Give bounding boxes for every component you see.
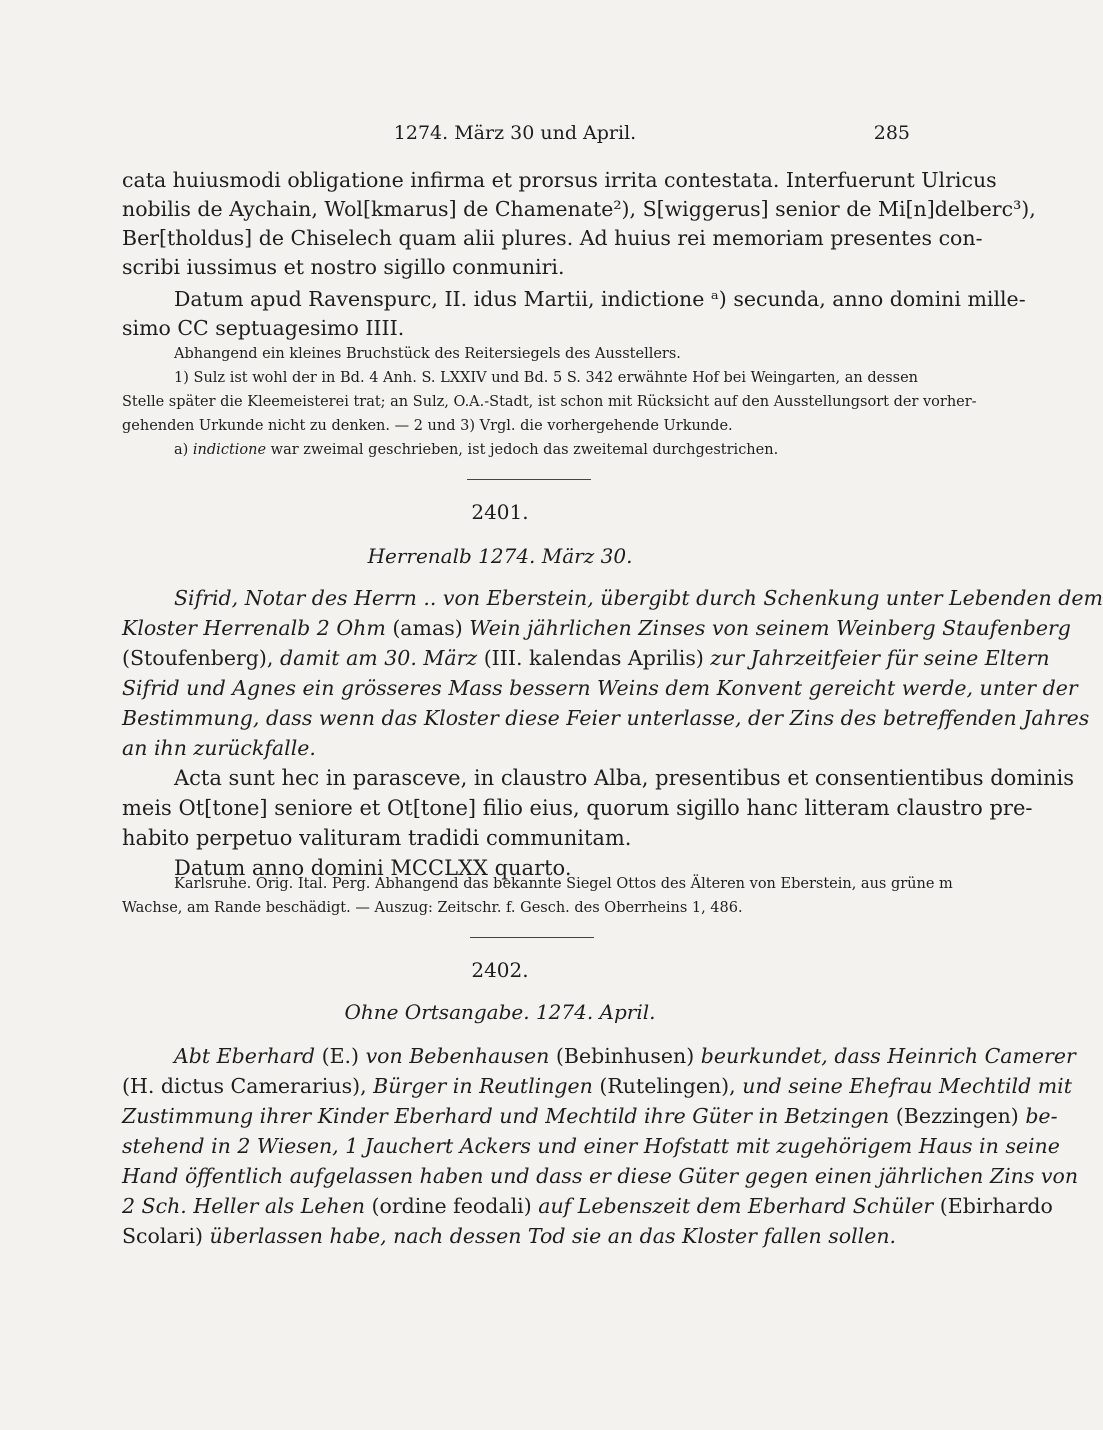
regest-line — [122, 583, 1103, 613]
document-number: 2402. — [471, 958, 529, 982]
footnote-line: 1) Sulz ist wohl der in Bd. 4 Anh. S. LXXIV und Bd. 5 S. 342 erwähnte Hof bei Weingarten, an dessen — [174, 370, 918, 386]
regest-line — [122, 673, 1078, 703]
regest-italic-text: 2 Sch. Heller als Lehen — [122, 1194, 372, 1218]
doc2401-text — [122, 763, 1074, 883]
doc2401-regest — [122, 583, 1103, 763]
datum-line: Datum anno domini MCCLXX quarto. — [174, 856, 572, 880]
document-number: 2401. — [471, 500, 529, 524]
regest-roman-text: Scolari) — [122, 1224, 210, 1248]
regest-italic-text: Zustimmung ihrer Kinder Eberhard und Mechtild ihre Güter in Betzingen — [122, 1104, 896, 1128]
text-line: meis Ot[tone] seniore et Ot[tone] filio eius, quorum sigillo hanc litteram claustro pre- — [122, 796, 1033, 820]
regest-italic-text: Sifrid, Notar des Herrn .. von Eberstein, übergibt durch Schenkung unter Lebenden dem — [174, 586, 1103, 610]
footnote-line: gehenden Urkunde nicht zu denken. — 2 und 3) Vrgl. die vorhergehende Urkunde. — [122, 418, 733, 434]
regest-italic-text: Kloster Herrenalb 2 Ohm — [122, 616, 393, 640]
regest-italic-text: auf Lebenszeit dem Eberhard Schüler — [538, 1194, 940, 1218]
header-title: 1274. März 30 und April. — [393, 122, 637, 144]
regest-italic-text: beurkundet, dass Heinrich Camerer — [700, 1044, 1076, 1068]
footnote-line: Stelle später die Kleemeisterei trat; an Sulz, O.A.-Stadt, ist schon mit Rücksicht auf den Ausstellungsort der vorher- — [122, 394, 977, 410]
regest-italic-text: und seine Ehefrau Mechtild mit — [742, 1074, 1072, 1098]
regest-roman-text: (Stoufenberg), — [122, 646, 280, 670]
seal-note: Abhangend ein kleines Bruchstück des Reitersiegels des Ausstellers. — [174, 346, 681, 362]
regest-line — [122, 703, 1090, 733]
doc2401-source — [122, 872, 953, 920]
regest-roman-text: (amas) — [392, 616, 470, 640]
regest-roman-text: (ordine feodali) — [371, 1194, 539, 1218]
datum-line: simo CC septuagesimo IIII. — [122, 316, 405, 340]
regest-roman-text: (III. kalendas Aprilis) — [483, 646, 711, 670]
doc2400-apparatus — [122, 342, 977, 462]
running-header — [120, 122, 910, 146]
regest-italic-text: überlassen habe, nach dessen Tod sie an das Kloster fallen sollen. — [209, 1224, 897, 1248]
page-number: 285 — [873, 122, 910, 144]
regest-roman-text: (E.) — [321, 1044, 366, 1068]
text-line: habito perpetuo valituram tradidi communitam. — [122, 826, 632, 850]
footnote-a — [122, 438, 918, 462]
regest-line — [122, 733, 918, 763]
footnote-a-marker: a) — [174, 442, 193, 458]
regest-roman-text: (Bebinhusen) — [555, 1044, 701, 1068]
footnote-a-text: war zweimal geschrieben, ist jedoch das zweitemal durchgestrichen. — [266, 442, 779, 458]
regest-italic-text: Hand öffentlich aufgelassen haben und dass er diese Güter gegen einen jährlichen Zins von — [122, 1164, 1079, 1188]
regest-italic-text: Bürger in Reutlingen — [373, 1074, 600, 1098]
regest-line — [122, 613, 1071, 643]
regest-line — [122, 1161, 1079, 1191]
text-line: Ber[tholdus] de Chiselech quam alii plures. Ad huius rei memoriam presentes con- — [122, 226, 983, 250]
regest-line — [122, 1131, 1060, 1161]
text-line: scribi iussimus et nostro sigillo conmuniri. — [122, 255, 565, 279]
regest-line — [122, 1101, 1058, 1131]
regest-line — [122, 1041, 1076, 1071]
place-date: Ohne Ortsangabe. 1274. April. — [344, 1000, 656, 1024]
regest-line — [122, 643, 1050, 673]
regest-italic-text: zur Jahrzeitfeier für seine Eltern — [710, 646, 1050, 670]
text-line: nobilis de Aychain, Wol[kmarus] de Chamenate²), S[wiggerus] senior de Mi[n]delberc³), — [122, 197, 1036, 221]
text-line: Acta sunt hec in parasceve, in claustro Alba, presentibus et consentientibus dominis — [174, 766, 1074, 790]
regest-italic-text: stehend in 2 Wiesen, 1 Jauchert Ackers und einer Hofstatt mit zugehörigem Haus in seine — [122, 1134, 1060, 1158]
regest-italic-text: von Bebenhausen — [365, 1044, 556, 1068]
datum-line: Datum apud Ravenspurc, II. idus Martii, indictione ᵃ) secunda, anno domini mille- — [174, 287, 1026, 311]
source-line: Karlsruhe. Orig. Ital. Perg. Abhangend das bekannte Siegel Ottos des Älteren von Eberstein, aus grüne m — [174, 876, 953, 892]
regest-line — [122, 1191, 1053, 1221]
source-line: Wachse, am Rande beschädigt. — Auszug: Zeitschr. f. Gesch. des Oberrheins 1, 486. — [122, 900, 743, 916]
regest-italic-text: be- — [1025, 1104, 1058, 1128]
regest-line — [122, 1071, 1072, 1101]
regest-italic-text: Bestimmung, dass wenn das Kloster diese Feier unterlasse, der Zins des betreffenden Jahres — [122, 706, 1090, 730]
text-line: cata huiusmodi obligatione infirma et prorsus irrita contestata. Interfuerunt Ulricus — [122, 168, 997, 192]
regest-line — [122, 1221, 918, 1251]
separator-rule — [467, 479, 591, 480]
regest-roman-text: (H. dictus Camerarius), — [122, 1074, 374, 1098]
regest-roman-text: (Rutelingen), — [599, 1074, 743, 1098]
doc2400-text — [122, 166, 1036, 343]
regest-italic-text: Wein jährlichen Zinses von seinem Weinberg Staufenberg — [469, 616, 1071, 640]
regest-roman-text: (Ebirhardo — [939, 1194, 1053, 1218]
regest-italic-text: Abt Eberhard — [174, 1044, 322, 1068]
regest-roman-text: (Bezzingen) — [895, 1104, 1026, 1128]
regest-italic-text: an ihn zurückfalle. — [122, 736, 316, 760]
footnote-a-word: indictione — [192, 442, 267, 458]
regest-italic-text: damit am 30. März — [279, 646, 484, 670]
separator-rule — [470, 937, 594, 938]
regest-italic-text: Sifrid und Agnes ein grösseres Mass bessern Weins dem Konvent gereicht werde, unter der — [122, 676, 1078, 700]
doc2402-regest — [122, 1041, 1079, 1251]
place-date: Herrenalb 1274. März 30. — [367, 544, 633, 568]
